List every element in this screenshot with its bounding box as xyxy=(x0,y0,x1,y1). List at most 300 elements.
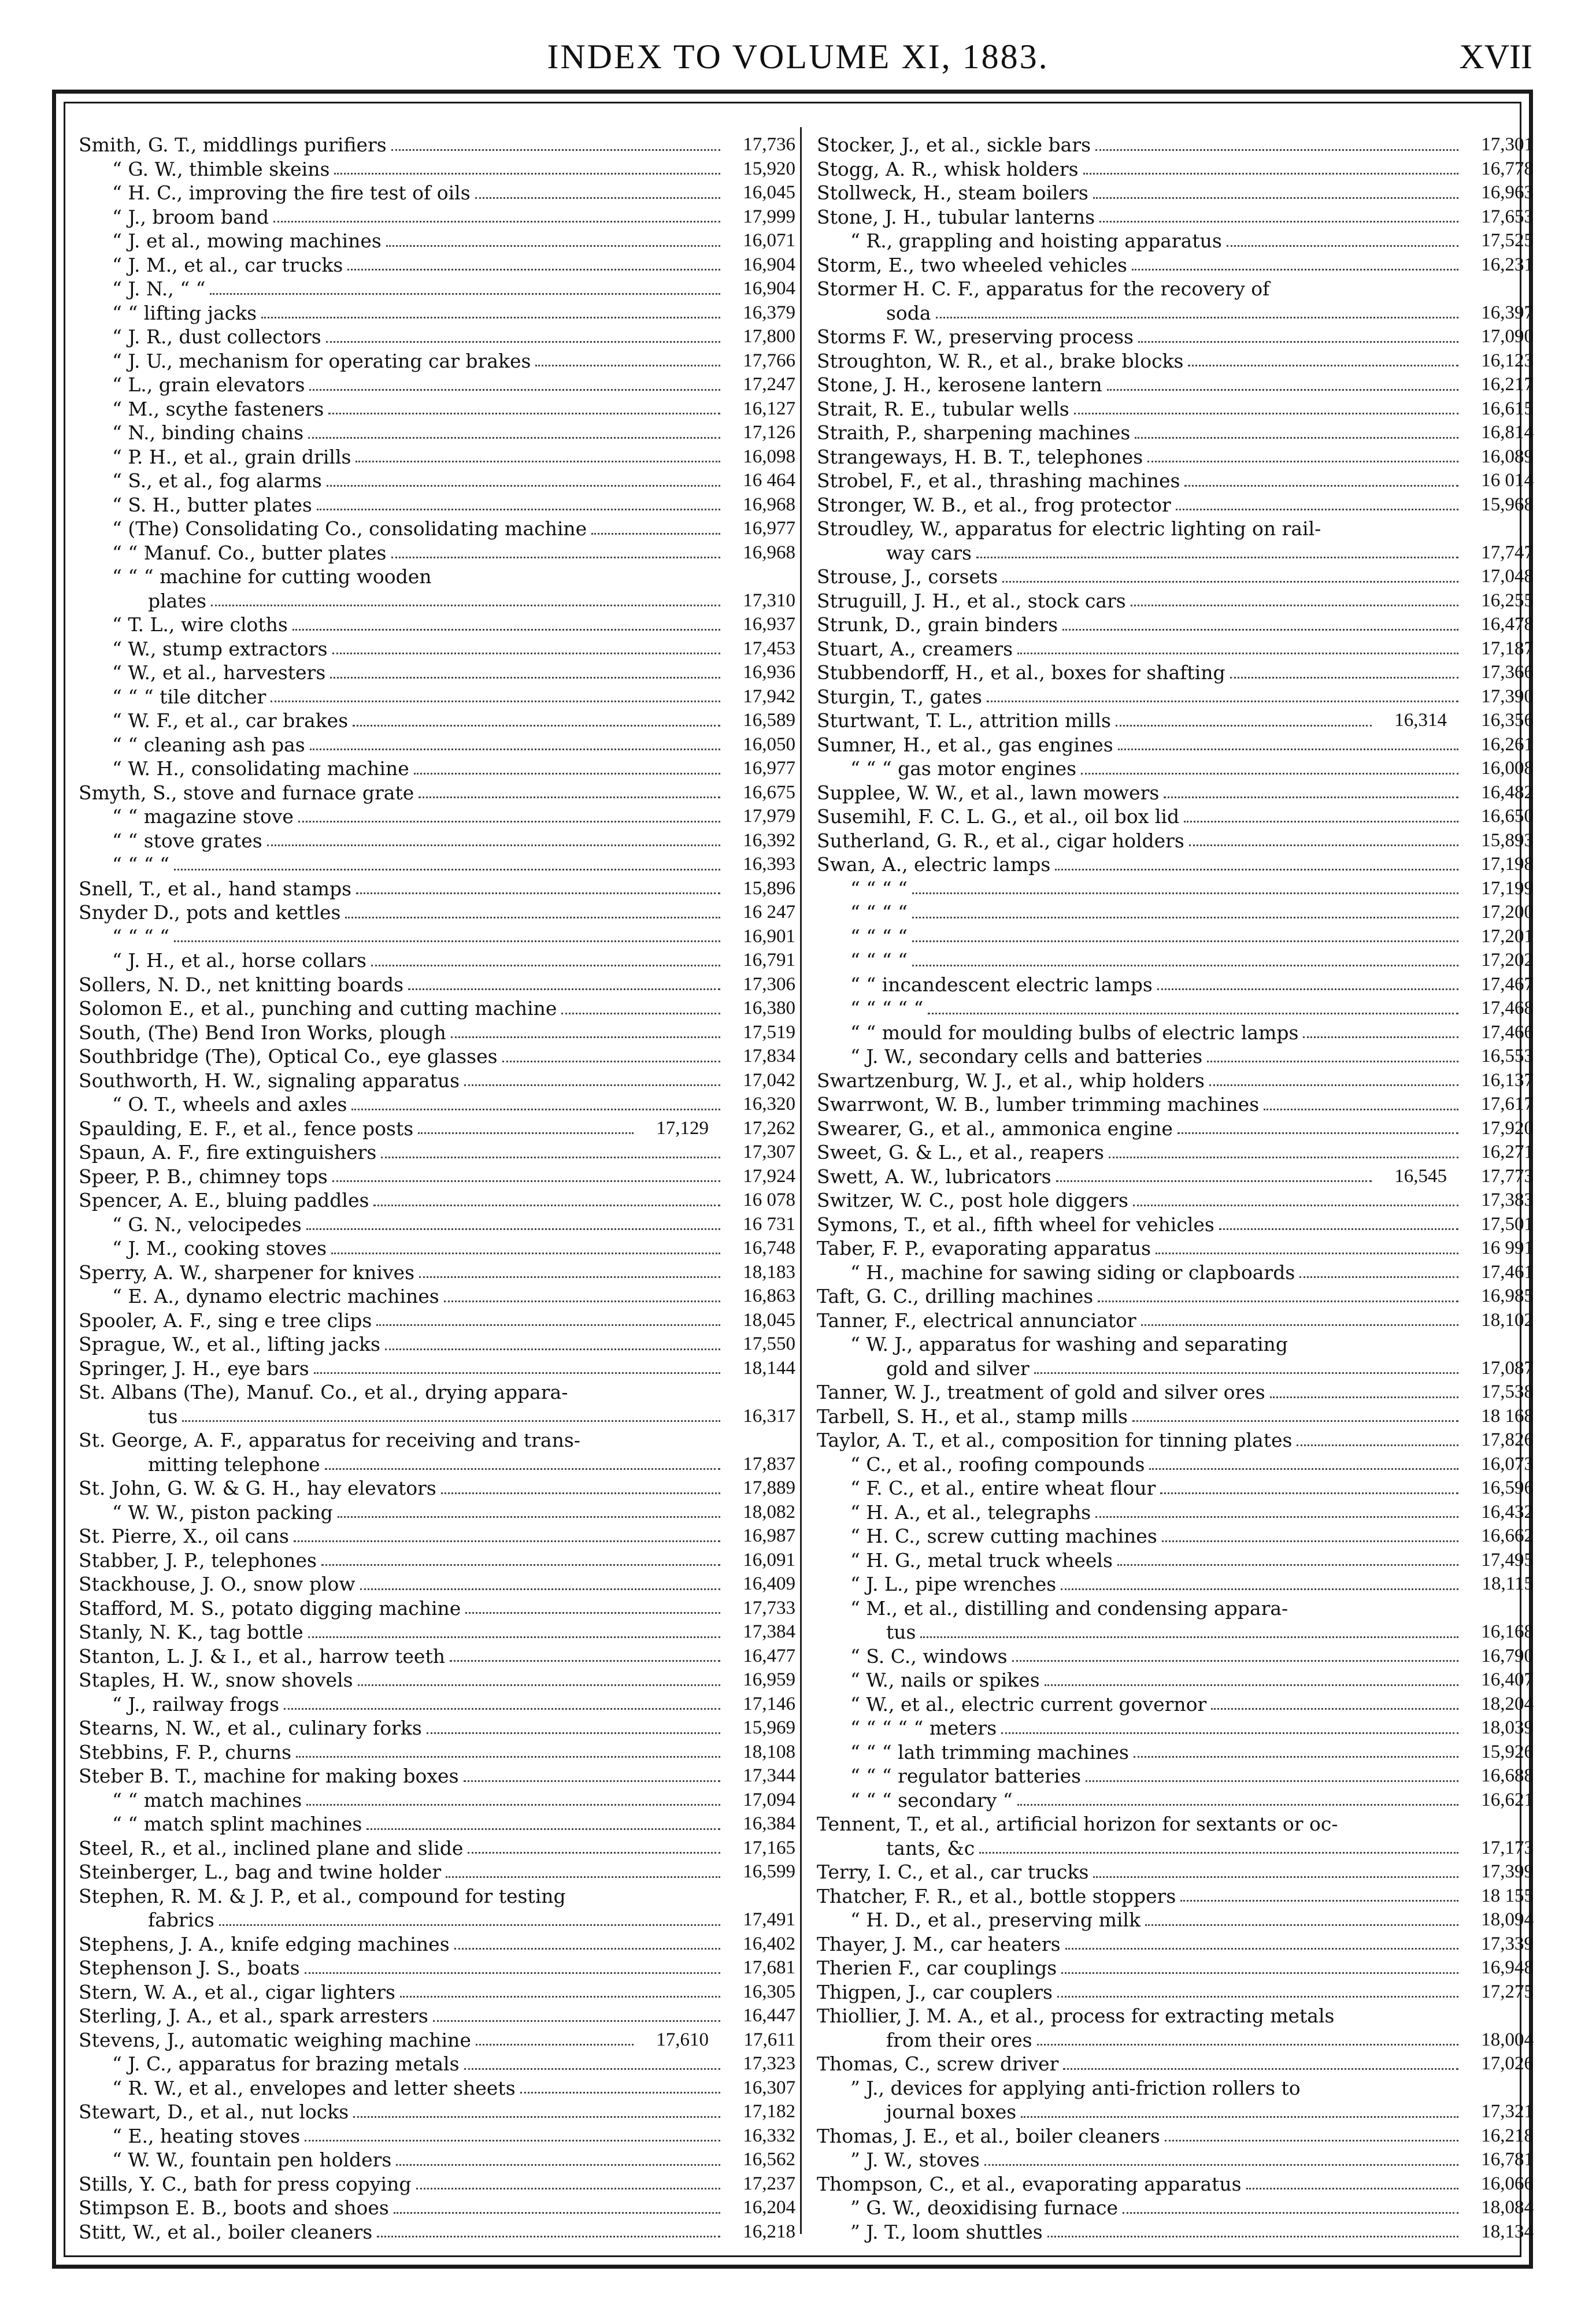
index-entry xyxy=(79,973,795,997)
entry-text: Storms F. W., preserving process xyxy=(817,325,1134,348)
entry-number: 16,447 xyxy=(743,2005,795,2026)
entry-text: “ E. A., dynamo electric machines xyxy=(112,1285,439,1307)
index-entry xyxy=(817,1405,1534,1429)
entry-number: 16,791 xyxy=(743,950,795,970)
entry-text: Southbridge (The), Optical Co., eye glasses xyxy=(79,1045,498,1068)
entry-text: Springer, J. H., eye bars xyxy=(79,1357,309,1380)
entry-text: “ “ lifting jacks xyxy=(112,301,257,324)
entry-number: 17,467 xyxy=(1481,973,1534,995)
entry-text: “ H. D., et al., preserving milk xyxy=(850,1909,1140,1931)
index-entry xyxy=(817,373,1534,397)
dot-leader xyxy=(418,1131,634,1134)
index-entry xyxy=(817,829,1534,853)
entry-number: 16,045 xyxy=(743,182,795,203)
index-entry xyxy=(79,1357,795,1381)
dot-leader xyxy=(1061,1587,1458,1590)
entry-number: 16,748 xyxy=(743,1238,795,1258)
dot-leader xyxy=(1062,628,1458,631)
entry-text: Stone, J. H., tubular lanterns xyxy=(817,205,1095,228)
dot-leader xyxy=(1133,1203,1458,1206)
index-entry xyxy=(79,781,795,805)
index-entry xyxy=(817,949,1534,973)
entry-text: plates xyxy=(148,589,207,612)
entry-number: 16,218 xyxy=(1481,2125,1534,2146)
dot-leader xyxy=(1123,2211,1458,2214)
dot-leader xyxy=(1227,244,1458,247)
index-entry xyxy=(79,469,795,493)
entry-text: “ G. W., thimble skeins xyxy=(112,157,330,180)
dot-leader xyxy=(284,1707,720,1710)
dot-leader xyxy=(1149,1467,1458,1470)
index-entry xyxy=(79,2220,795,2244)
index-entry xyxy=(817,1332,1534,1357)
dot-leader xyxy=(416,2187,720,2189)
dot-leader xyxy=(267,843,720,846)
index-entry xyxy=(79,277,795,301)
entry-number: 17,202 xyxy=(1481,950,1534,970)
entry-number: 17,550 xyxy=(743,1333,795,1354)
entry-text: “ “ “ “ “ meters xyxy=(850,1717,997,1739)
entry-number: 17,920 xyxy=(1481,1117,1534,1139)
entry-number: 17,321 xyxy=(1481,2101,1534,2122)
entry-text: “ J. C., apparatus for brazing metals xyxy=(112,2053,460,2075)
entry-text: “ H. C., screw cutting machines xyxy=(850,1525,1157,1547)
entry-text: Taft, G. C., drilling machines xyxy=(817,1285,1094,1307)
index-entry xyxy=(79,709,795,733)
dot-leader xyxy=(1109,1155,1458,1158)
dot-leader xyxy=(356,891,720,894)
index-entry xyxy=(817,1453,1534,1477)
index-entry xyxy=(817,157,1534,181)
dot-leader xyxy=(1047,2235,1458,2237)
dot-leader xyxy=(296,1755,720,1758)
entry-number: 16,596 xyxy=(1481,1477,1534,1498)
dot-leader xyxy=(353,724,720,727)
dot-leader xyxy=(1083,172,1458,175)
dot-leader xyxy=(358,1683,720,1686)
entry-text: “ “ “ “ xyxy=(112,925,169,948)
entry-text: “ “ “ “ xyxy=(850,925,908,948)
entry-number-secondary: 17,610 xyxy=(656,2029,709,2050)
dot-leader xyxy=(1189,843,1458,846)
entry-number: 16,356 xyxy=(1481,710,1534,731)
index-entry xyxy=(817,1884,1534,1909)
dot-leader xyxy=(1162,1539,1458,1542)
entry-text: “ F. C., et al., entire wheat flour xyxy=(850,1477,1156,1499)
index-entry xyxy=(79,1236,795,1261)
index-entry xyxy=(817,1668,1534,1692)
index-entry xyxy=(817,1236,1534,1261)
entry-number: 16 078 xyxy=(743,1190,795,1210)
entry-text: “ H. C., improving the fire test of oils xyxy=(112,181,471,204)
dot-leader xyxy=(321,1563,720,1566)
index-entry xyxy=(79,877,795,901)
entry-text: Strobel, F., et al., thrashing machines xyxy=(817,469,1180,492)
entry-text: “ J. N., “ “ xyxy=(112,277,206,300)
entry-number: 16,217 xyxy=(1481,374,1534,395)
dot-leader xyxy=(464,2067,720,2070)
dot-leader xyxy=(210,292,720,295)
index-entry xyxy=(817,445,1534,469)
index-entry xyxy=(79,829,795,853)
entry-number: 16,231 xyxy=(1481,254,1534,275)
entry-text: “ “ “ tile ditcher xyxy=(112,685,266,708)
entry-text: Stewart, D., et al., nut locks xyxy=(79,2100,349,2123)
entry-number: 17,344 xyxy=(743,1765,795,1786)
entry-number: 17,306 xyxy=(743,973,795,995)
index-entry xyxy=(817,1524,1534,1548)
entry-text: “ S. C., windows xyxy=(850,1644,1008,1668)
dot-leader xyxy=(912,939,1458,942)
entry-text: fabrics xyxy=(148,1909,214,1931)
entry-text: Stormer H. C. F., apparatus for the recovery of xyxy=(817,277,1270,300)
dot-leader xyxy=(327,484,720,487)
index-entry xyxy=(79,1092,795,1117)
entry-text: South, (The) Bend Iron Works, plough xyxy=(79,1021,446,1044)
entry-number: 16,478 xyxy=(1481,614,1534,635)
entry-number: 17,766 xyxy=(743,350,795,371)
entry-number: 16,218 xyxy=(743,2221,795,2242)
index-entry xyxy=(79,2172,795,2196)
entry-number: 18,144 xyxy=(743,1357,795,1379)
entry-number: 16,137 xyxy=(1481,1069,1534,1091)
entry-text: Sollers, N. D., net knitting boards xyxy=(79,973,404,996)
entry-text: Stroughton, W. R., et al., brake blocks xyxy=(817,349,1184,372)
dot-leader xyxy=(1034,1371,1458,1374)
index-entry xyxy=(817,1021,1534,1045)
entry-number: 16,073 xyxy=(1481,1453,1534,1474)
entry-number: 16,977 xyxy=(743,518,795,539)
entry-text: St. Albans (The), Manuf. Co., et al., drying appara- xyxy=(79,1381,568,1403)
entry-number: 17,501 xyxy=(1481,1213,1534,1235)
entry-number: 16,255 xyxy=(1481,590,1534,611)
entry-number: 16,615 xyxy=(1481,398,1534,419)
entry-number: 17,310 xyxy=(743,590,795,611)
dot-leader xyxy=(1065,1947,1458,1950)
entry-text: Terry, I. C., et al., car trucks xyxy=(817,1861,1089,1883)
entry-text: Thayer, J. M., car heaters xyxy=(817,1932,1061,1955)
dot-leader xyxy=(464,1779,720,1782)
entry-text: Strangeways, H. B. T., telephones xyxy=(817,445,1143,468)
dot-leader xyxy=(1132,268,1458,271)
entry-number: 16,937 xyxy=(743,614,795,635)
index-entry xyxy=(817,1188,1534,1213)
entry-number: 16,305 xyxy=(743,1981,795,2002)
dot-leader xyxy=(338,1515,720,1518)
entry-number: 17,942 xyxy=(743,686,795,707)
index-entry xyxy=(79,397,795,421)
dot-leader xyxy=(292,628,720,631)
index-entry xyxy=(79,1884,795,1909)
index-entry xyxy=(79,157,795,181)
index-entry xyxy=(79,1380,795,1405)
entry-text: “ N., binding chains xyxy=(112,421,304,444)
entry-text: “ J. H., et al., horse collars xyxy=(112,949,366,972)
entry-text: “ (The) Consolidating Co., consolidating machine xyxy=(112,517,587,540)
entry-number: 15,920 xyxy=(743,158,795,179)
index-entry xyxy=(79,637,795,661)
index-entry xyxy=(817,2220,1534,2244)
dot-leader xyxy=(1230,676,1458,679)
dot-leader xyxy=(1184,820,1458,823)
index-entry xyxy=(79,1644,795,1669)
dot-leader xyxy=(1002,580,1458,583)
index-entry xyxy=(79,1213,795,1237)
index-entry xyxy=(817,325,1534,349)
dot-leader xyxy=(1207,1059,1458,1062)
dot-leader xyxy=(219,1923,720,1926)
entry-number: 17,339 xyxy=(1481,1933,1534,1954)
entry-text: Stills, Y. C., bath for press copying xyxy=(79,2172,412,2195)
dot-leader xyxy=(912,964,1458,966)
dot-leader xyxy=(174,868,720,870)
dot-leader xyxy=(441,1491,720,1494)
entry-number: 16,380 xyxy=(743,998,795,1018)
dot-leader xyxy=(1081,772,1458,775)
dot-leader xyxy=(1098,1299,1458,1302)
index-entry xyxy=(79,205,795,229)
entry-number: 17,468 xyxy=(1481,998,1534,1018)
dot-leader xyxy=(912,916,1458,918)
index-entry xyxy=(79,1668,795,1692)
dot-leader xyxy=(356,460,720,462)
dot-leader xyxy=(1095,1515,1458,1518)
entry-number: 17,275 xyxy=(1481,1981,1534,2002)
dot-leader xyxy=(476,2043,634,2046)
entry-number: 16,790 xyxy=(1481,1645,1534,1666)
entry-number: 17,519 xyxy=(743,1021,795,1043)
entry-text: “ “ “ “ xyxy=(850,949,908,972)
entry-number: 17,366 xyxy=(1481,662,1534,683)
dot-leader xyxy=(376,1323,720,1326)
entry-text: “ W. F., et al., car brakes xyxy=(112,709,349,732)
dot-leader xyxy=(351,1107,720,1110)
dot-leader xyxy=(353,2115,720,2118)
entry-number: 16,482 xyxy=(1481,781,1534,803)
dot-leader xyxy=(465,1611,720,1614)
entry-number: 16,863 xyxy=(743,1285,795,1306)
entry-number: 17,999 xyxy=(743,206,795,227)
entry-text: Stanly, N. K., tag bottle xyxy=(79,1621,303,1643)
entry-number: 16,127 xyxy=(743,398,795,419)
index-entry xyxy=(817,133,1534,157)
entry-text: Stimpson E. B., boots and shoes xyxy=(79,2196,389,2219)
index-entry xyxy=(79,1501,795,1525)
index-entry xyxy=(817,1572,1534,1596)
dot-leader xyxy=(314,1371,720,1374)
entry-text: “ W. J., apparatus for washing and separating xyxy=(850,1333,1288,1355)
entry-text: “ M., scythe fasteners xyxy=(112,397,324,420)
index-entry xyxy=(817,277,1534,301)
entry-text: Stroudley, W., apparatus for electric lighting on rail- xyxy=(817,517,1321,540)
index-entry xyxy=(79,805,795,829)
entry-number: 17,466 xyxy=(1481,1021,1534,1043)
index-entry xyxy=(79,1188,795,1213)
entry-text: Spaun, A. F., fire extinguishers xyxy=(79,1141,377,1164)
index-entry xyxy=(817,229,1534,253)
dot-leader xyxy=(317,507,720,510)
index-entry xyxy=(79,1261,795,1285)
entry-text: Sprague, W., et al., lifting jacks xyxy=(79,1333,380,1355)
index-entry xyxy=(817,781,1534,805)
entry-text: “ J. M., cooking stoves xyxy=(112,1237,327,1259)
entry-number: 17,182 xyxy=(743,2101,795,2122)
entry-number: 16,904 xyxy=(743,278,795,299)
dot-leader xyxy=(1246,2187,1458,2189)
index-entry xyxy=(817,2172,1534,2196)
entry-number: 17,453 xyxy=(743,638,795,659)
entry-text: “ O. T., wheels and axles xyxy=(112,1093,347,1116)
entry-text: mitting telephone xyxy=(148,1453,320,1476)
entry-text: Stephenson J. S., boats xyxy=(79,1957,300,1979)
index-entry xyxy=(79,1069,795,1093)
entry-number: 16,621 xyxy=(1481,1789,1534,1810)
dot-leader xyxy=(1299,1275,1458,1278)
dot-leader xyxy=(326,340,720,343)
entry-number: 17,201 xyxy=(1481,925,1534,947)
entry-number: 15,893 xyxy=(1481,829,1534,851)
dot-leader xyxy=(391,148,720,151)
entry-text: “ “ “ “ xyxy=(850,877,908,900)
dot-leader xyxy=(377,2235,720,2237)
entry-number-secondary: 16,314 xyxy=(1394,710,1447,731)
dot-leader xyxy=(414,772,720,775)
dot-leader xyxy=(308,436,720,439)
entry-text: Sturgin, T., gates xyxy=(817,685,982,708)
entry-text: “ W. H., consolidating machine xyxy=(112,757,409,780)
dot-leader xyxy=(1270,1395,1458,1398)
entry-text: Stabber, J. P., telephones xyxy=(79,1548,317,1572)
index-entry xyxy=(817,469,1534,493)
index-entry xyxy=(79,565,795,589)
index-entry xyxy=(79,445,795,469)
index-entry xyxy=(79,1021,795,1045)
index-entry xyxy=(817,1140,1534,1165)
index-entry xyxy=(817,1644,1534,1669)
entry-text: “ J. W., secondary cells and batteries xyxy=(850,1045,1203,1068)
index-entry xyxy=(817,2100,1534,2124)
dot-leader xyxy=(360,1587,720,1590)
index-entry xyxy=(79,1476,795,1501)
entry-text: ” G. W., deoxidising furnace xyxy=(850,2196,1119,2219)
entry-text: Straith, P., sharpening machines xyxy=(817,421,1131,444)
index-entry xyxy=(817,1476,1534,1501)
index-entry xyxy=(79,1596,795,1621)
index-entry xyxy=(817,1357,1534,1381)
entry-text: Steinberger, L., bag and twine holder xyxy=(79,1861,442,1883)
entry-number: 18 155 xyxy=(1481,1885,1534,1906)
index-entry xyxy=(817,253,1534,277)
entry-number: 17,461 xyxy=(1481,1261,1534,1283)
dot-leader xyxy=(1063,2067,1458,2070)
entry-text: Stanton, L. J. & I., et al., harrow teeth xyxy=(79,1644,445,1668)
entry-text: Spaulding, E. F., et al., fence posts xyxy=(79,1117,414,1140)
entry-text: “ T. L., wire cloths xyxy=(112,613,288,636)
entry-text: “ R., grappling and hoisting apparatus xyxy=(850,229,1222,252)
index-entry xyxy=(79,949,795,973)
entry-text: Sutherland, G. R., et al., cigar holders xyxy=(817,829,1184,852)
entry-text: Staples, H. W., snow shovels xyxy=(79,1669,353,1691)
entry-text: “ W., nails or spikes xyxy=(850,1669,1040,1691)
dot-leader xyxy=(520,2091,720,2094)
dot-leader xyxy=(211,603,720,606)
page-number: XVII xyxy=(1459,38,1532,76)
index-entry xyxy=(817,1812,1534,1836)
index-entry xyxy=(79,2052,795,2076)
dot-leader xyxy=(446,1875,720,1878)
index-entry xyxy=(817,973,1534,997)
index-entry xyxy=(817,757,1534,781)
index-entry xyxy=(817,1932,1534,1957)
index-entry xyxy=(817,637,1534,661)
entry-number: 16,379 xyxy=(743,302,795,323)
index-entry xyxy=(817,1501,1534,1525)
index-entry xyxy=(79,685,795,709)
index-entry xyxy=(79,493,795,517)
entry-text: Stephen, R. M. & J. P., et al., compound for testing xyxy=(79,1884,566,1907)
entry-number: 16 731 xyxy=(743,1213,795,1235)
dot-leader xyxy=(1093,196,1458,199)
index-entry xyxy=(817,2052,1534,2076)
entry-number: 16,091 xyxy=(743,1549,795,1570)
entry-number: 17,237 xyxy=(743,2173,795,2194)
entry-number: 17,165 xyxy=(743,1837,795,1858)
entry-text: Sterling, J. A., et al., spark arresters xyxy=(79,2005,428,2027)
dot-leader xyxy=(502,1059,720,1062)
entry-text: “ W., stump extractors xyxy=(112,637,328,660)
index-entry xyxy=(817,1213,1534,1237)
dot-leader xyxy=(1219,1227,1458,1230)
entry-text: Thomas, J. E., et al., boiler cleaners xyxy=(817,2124,1160,2147)
entry-number: 16,814 xyxy=(1481,422,1534,443)
index-entry xyxy=(817,565,1534,589)
entry-number: 16,320 xyxy=(743,1094,795,1114)
entry-number: 16,204 xyxy=(743,2197,795,2218)
entry-number: 17,834 xyxy=(743,1046,795,1066)
dot-leader xyxy=(1037,2043,1458,2046)
index-entry xyxy=(79,325,795,349)
dot-leader xyxy=(325,1467,720,1470)
dot-leader xyxy=(1116,724,1372,727)
entry-text: “ “ mould for moulding bulbs of electric lamps xyxy=(850,1021,1299,1044)
entry-text: “ M., et al., distilling and condensing appara- xyxy=(850,1596,1288,1620)
entry-number: 16,332 xyxy=(743,2125,795,2146)
dot-leader xyxy=(386,244,720,247)
entry-number: 18,039 xyxy=(1481,1717,1534,1738)
entry-number: 16,589 xyxy=(743,710,795,731)
index-entry xyxy=(79,1716,795,1740)
entry-number: 17,262 xyxy=(743,1117,795,1139)
entry-text: Sperry, A. W., sharpener for knives xyxy=(79,1261,415,1284)
entry-number: 16,985 xyxy=(1481,1285,1534,1306)
entry-number: 17,390 xyxy=(1481,686,1534,707)
index-entry xyxy=(817,1716,1534,1740)
entry-text: Spooler, A. F., sing e tree clips xyxy=(79,1309,372,1332)
entry-text: Swett, A. W., lubricators xyxy=(817,1165,1051,1188)
entry-text: “ J., broom band xyxy=(112,205,269,228)
entry-text: tants, &c xyxy=(886,1836,975,1859)
entry-text: Stone, J. H., kerosene lantern xyxy=(817,373,1102,396)
entry-text: Sturtwant, T. L., attrition mills xyxy=(817,709,1111,732)
index-entry xyxy=(79,1932,795,1957)
entry-text: St. George, A. F., apparatus for receiving and trans- xyxy=(79,1429,580,1451)
index-entry xyxy=(817,2196,1534,2220)
index-entry xyxy=(817,733,1534,757)
dot-leader xyxy=(294,1539,720,1542)
index-entry xyxy=(817,1836,1534,1861)
entry-text: “ “ Manuf. Co., butter plates xyxy=(112,541,387,564)
entry-number: 16,392 xyxy=(743,829,795,851)
